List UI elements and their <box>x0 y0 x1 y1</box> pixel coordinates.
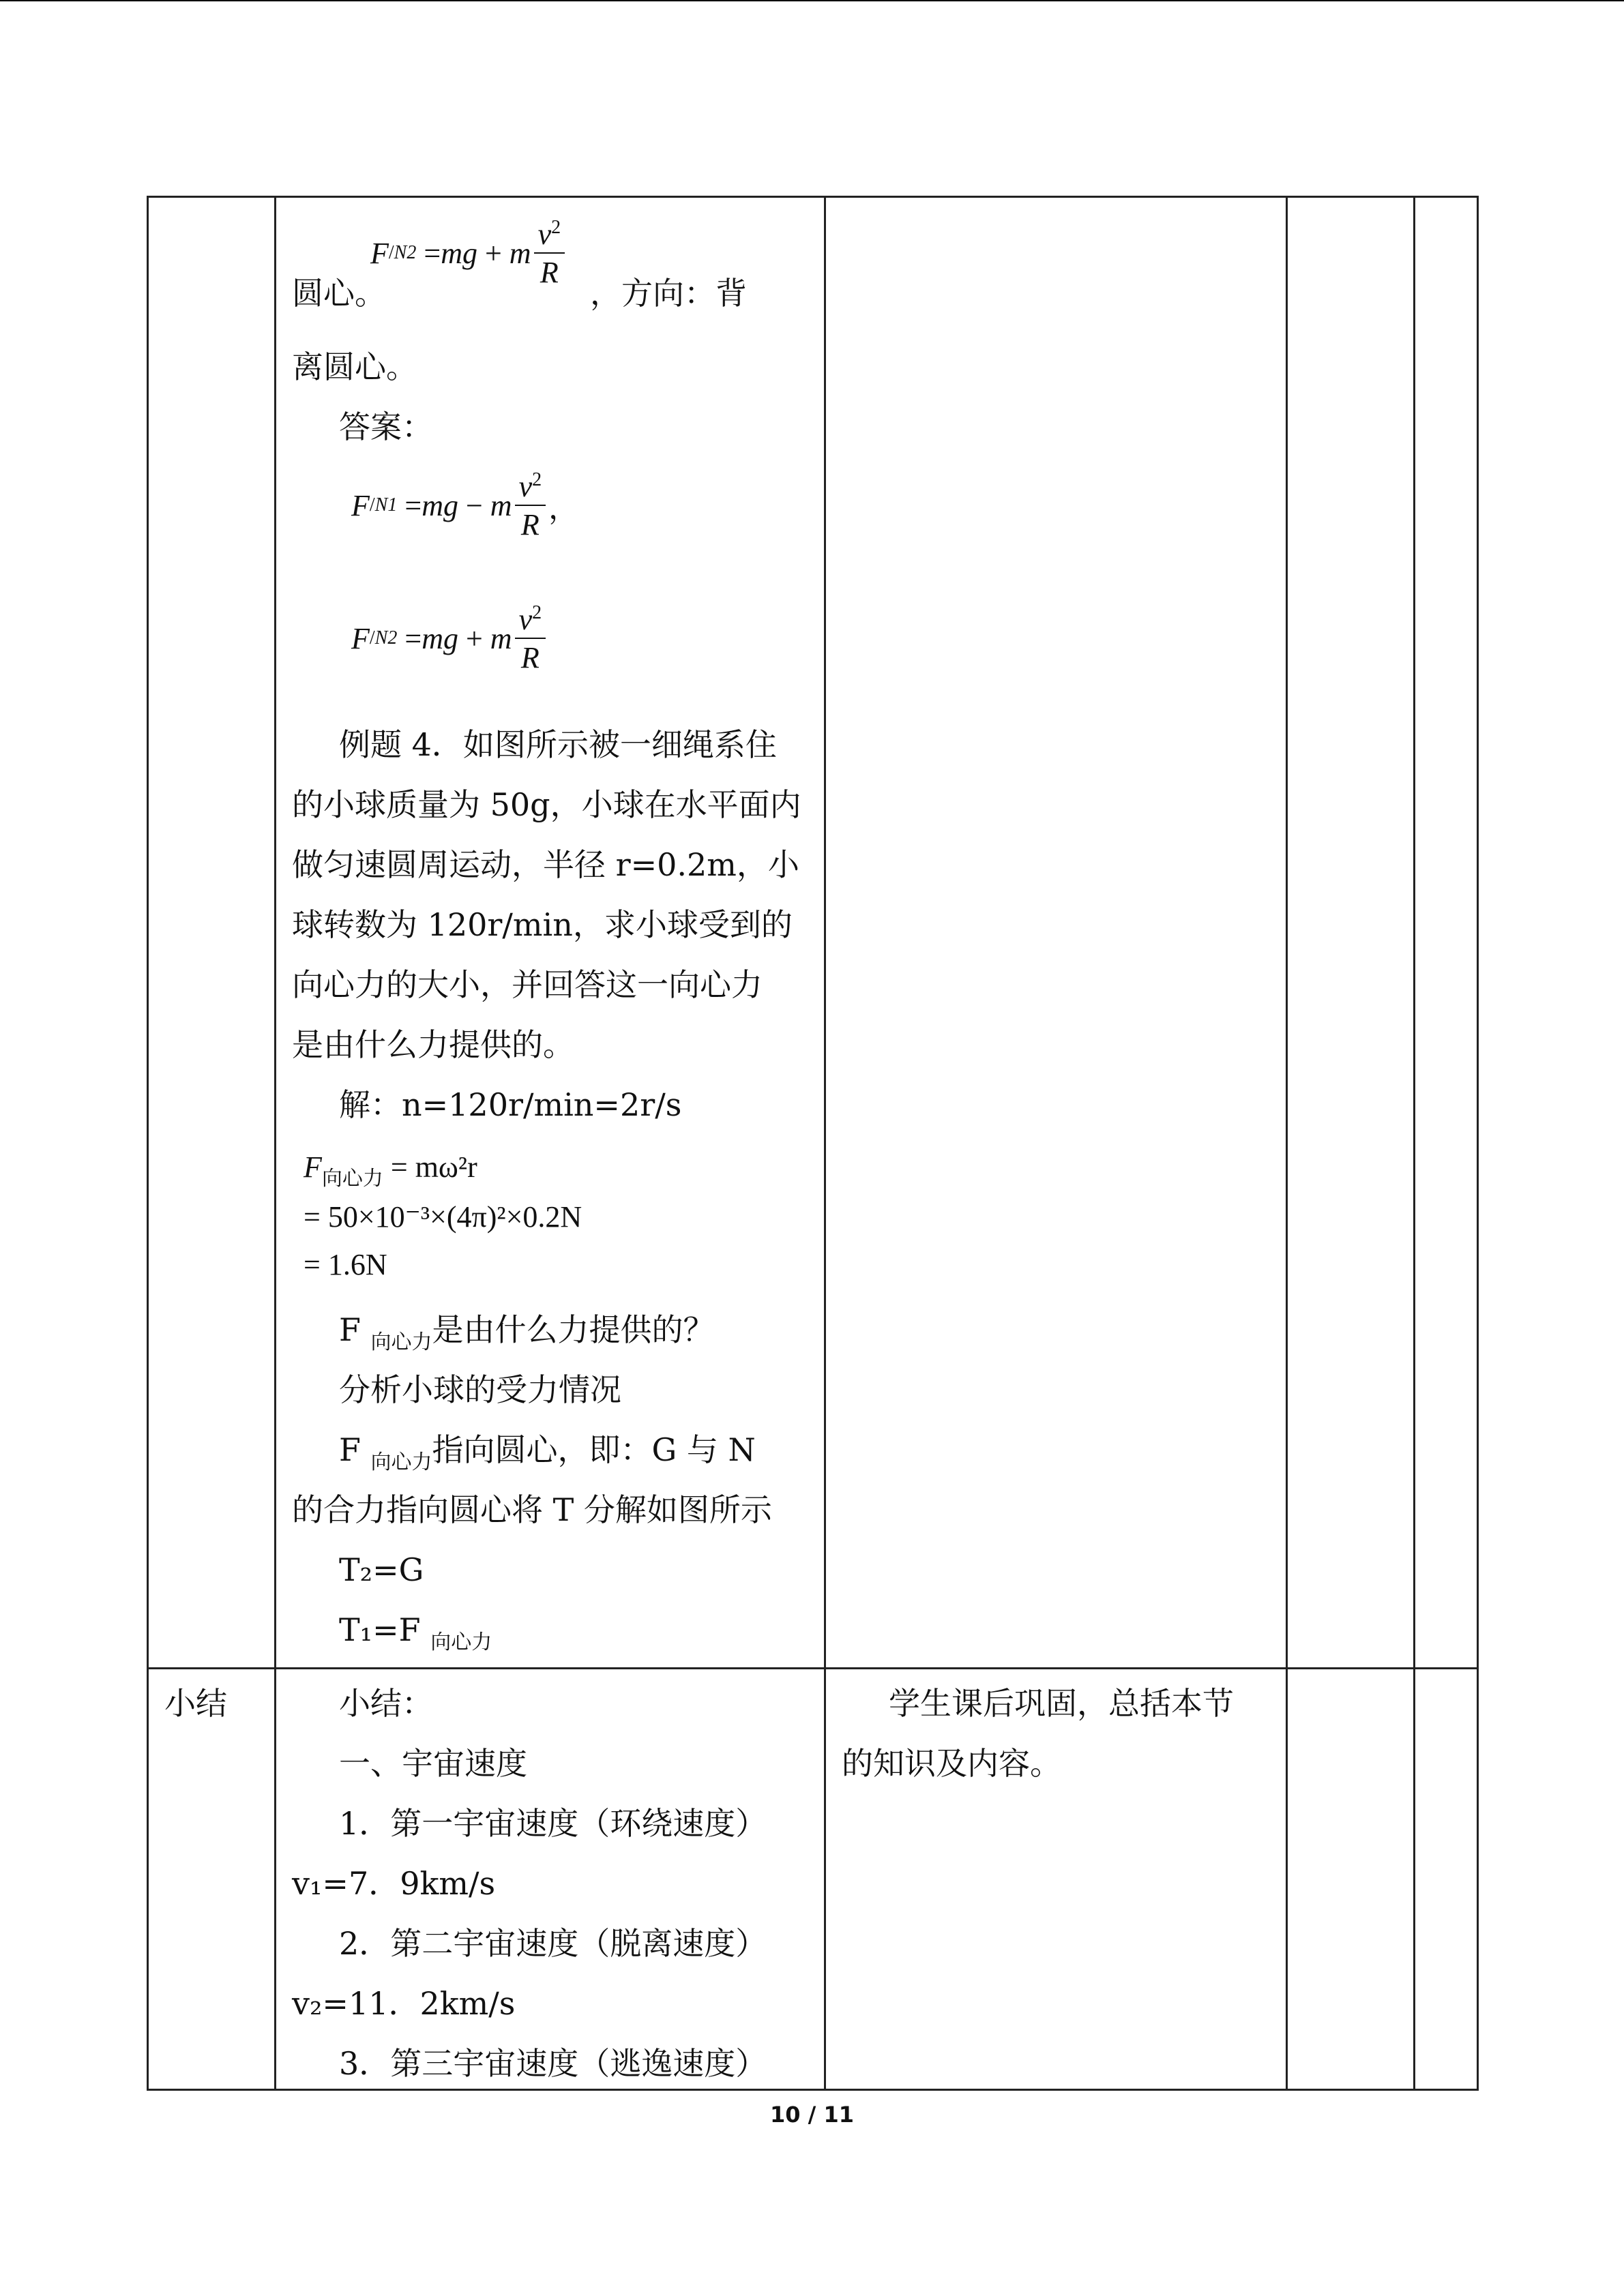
text-line: 圆心。 <box>292 275 386 312</box>
top-border-line <box>0 0 1624 1</box>
example-line: 向心力的大小，并回答这一向心力 <box>292 966 763 1003</box>
stage-cell <box>148 1669 276 2090</box>
example-line: 球转数为 120r/min，求小球受到的 <box>292 906 793 943</box>
example-line: 做匀速圆周运动，半径 r=0.2m，小 <box>292 846 799 883</box>
solution-line: 解：n=120r/min=2r/s <box>339 1086 682 1123</box>
answer-label: 答案： <box>339 408 433 445</box>
summary-line: 小结： <box>339 1685 433 1722</box>
summary-line: 3．第三宇宙速度（逃逸速度） <box>339 2045 767 2082</box>
student-line: 的知识及内容。 <box>842 1745 1061 1782</box>
text-line: 离圆心。 <box>292 348 417 385</box>
summary-line: 1．第一宇宙速度（环绕速度） <box>339 1805 767 1842</box>
example-line: 例题 4．如图所示被一细绳系住 <box>339 726 777 763</box>
text-line: 的合力指向圆心将 T 分解如图所示 <box>292 1491 772 1528</box>
student-activity-cell <box>825 1669 1287 2090</box>
equation-fn2-answer: F / N2 = mg + m $\frac{v^2}{R}$ <box>351 603 548 673</box>
summary-line: v₁=7．9km/s <box>292 1865 496 1902</box>
stage-cell <box>148 197 276 1669</box>
text-line: F $_{向心力}$指向圆心，即：G 与 N <box>339 1431 756 1474</box>
example-line: 的小球质量为 50g，小球在水平面内 <box>292 786 801 823</box>
note-cell <box>1415 197 1478 1669</box>
calc-line: $F_{向心力} = m\omega^2r$ <box>304 1150 477 1191</box>
summary-line: 2．第二宇宙速度（脱离速度） <box>339 1925 767 1962</box>
teacher-activity-cell <box>276 1669 825 2090</box>
summary-line: v₂=11．2km/s <box>292 1985 516 2022</box>
teacher-activity-cell <box>276 197 825 1669</box>
t2-line: T₂=G <box>339 1551 424 1588</box>
example-line: 是由什么力提供的。 <box>292 1026 574 1063</box>
calc-line: = 50×10⁻³×(4π)²×0.2N <box>304 1200 582 1234</box>
equation-fn2: F / N2 = mg + m $\frac{v^2}{R}$ <box>370 218 567 288</box>
lesson-table <box>147 196 1479 2091</box>
student-line: 学生课后巩固，总括本节 <box>889 1685 1234 1722</box>
t1-line: T₁=F $_{向心力}$ <box>339 1611 492 1654</box>
equation-fn1: F / N1 = mg − m $\frac{v^2}{R}$ ， <box>351 469 579 541</box>
equation-comma: ， <box>548 491 579 526</box>
calc-line: = 1.6N <box>304 1248 387 1281</box>
direction-text: ，方向：背 <box>590 275 747 312</box>
intent-cell <box>1287 197 1415 1669</box>
intent-cell <box>1287 1669 1415 2090</box>
page-number: 10 / 11 <box>769 2102 855 2128</box>
stage-label: 小结 <box>164 1685 227 1722</box>
summary-line: 一、宇宙速度 <box>339 1745 527 1782</box>
table-row <box>148 1669 1478 2090</box>
table-row <box>148 197 1478 1669</box>
note-cell <box>1415 1669 1478 2090</box>
analysis-line: 分析小球的受力情况 <box>339 1371 621 1408</box>
student-activity-cell <box>825 197 1287 1669</box>
question-line: F $_{向心力}$是由什么力提供的？ <box>339 1311 715 1354</box>
